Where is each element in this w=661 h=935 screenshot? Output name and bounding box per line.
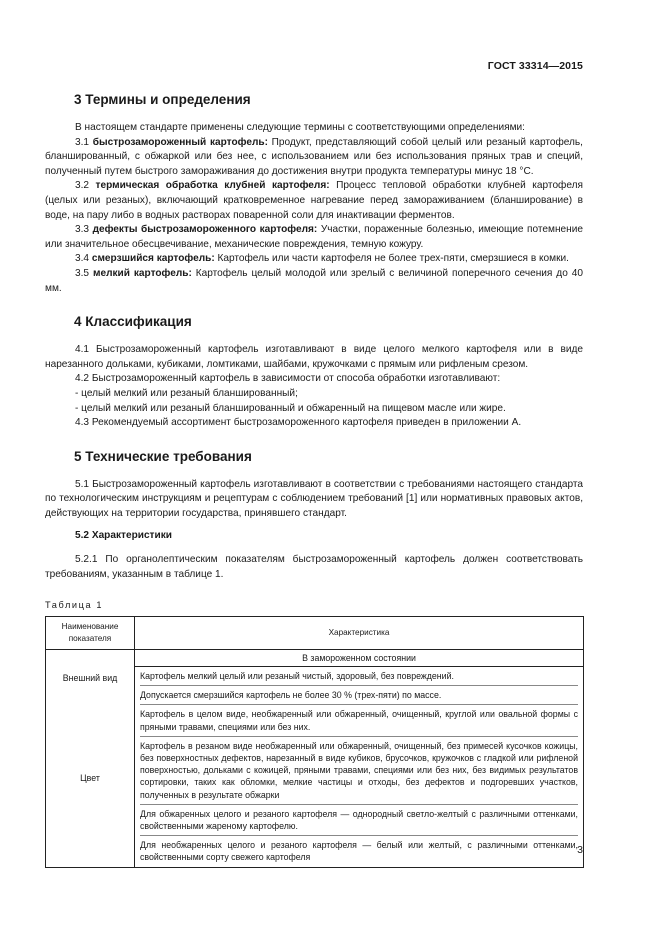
term-3-2: 3.2 термическая обработка клубней картофеля: Процесс тепловой обработки клубней картофеля (целых или резаных), включающий кратковременное нагревание перед замораживанием (бланширование) в воде, на пару либо в водных растворах поваренной соли для инактивации ферментов. bbox=[45, 180, 583, 221]
term-3-1: 3.1 быстрозамороженный картофель: Продукт, представляющий собой целый или резаный картофель, бланшированный, с обжаркой или без нее, с использованием или без использования пряных трав и специй, полученный путем быстрого замораживания до достижения внутри продукта температуры минус 18 °C. bbox=[45, 136, 583, 177]
para-5-1: 5.1 Быстрозамороженный картофель изготавливают в соответствии с требованиями настоящего стандарта по технологическим инструкциям и рецептурам с соблюдением требований [1] или нормативных правовых актов, действующих на территории государства, принявшего стандарт. bbox=[45, 478, 583, 519]
section-5-title: 5 Технические требования bbox=[74, 448, 252, 464]
bullet-1: - целый мелкий или резаный бланшированный; bbox=[75, 387, 298, 399]
para-4-1: 4.1 Быстрозамороженный картофель изготавливают в виде целого мелкого картофеля или в виде нарезанного дольками, кубиками, ломтиками, шайбами, кружочками с прямым или рифленым срезом. bbox=[45, 344, 583, 370]
para-4-2: 4.2 Быстрозамороженный картофель в зависимости от способа обработки изготавливают: bbox=[75, 373, 501, 385]
table-caption: Таблица 1 bbox=[45, 600, 104, 611]
page-content bbox=[45, 92, 583, 868]
para-4-3: 4.3 Рекомендуемый ассортимент быстрозамороженного картофеля приведен в приложении А. bbox=[75, 417, 522, 429]
col-header-characteristic: Характеристика bbox=[135, 616, 584, 649]
table-1 bbox=[45, 616, 584, 868]
col-header-indicator: Наименование показателя bbox=[46, 616, 135, 649]
section-3-intro: В настоящем стандарте применены следующие термины с соответствующими определениями: bbox=[75, 122, 525, 133]
appearance-line: Допускается смерзшийся картофель не более 30 % (трех-пяти) по массе. bbox=[140, 686, 578, 705]
section-4-title: 4 Классификация bbox=[74, 314, 192, 330]
appearance-line: Картофель в резаном виде необжаренный или обжаренный, очищенный, без примесей кусочков кожицы, без поверхностных дефектов, нарезанный в виде кубиков, брусочков, кружочков с гладкой или рифленой поверхностью, дольками с кожицей, пряными травами, специями или без них, без видимых результатов сортировки, таких как обломки, мелкие частицы и отходы, без дефектов и подгоревших участков, полученных в результате обжарки bbox=[140, 737, 578, 805]
page-number: 3 bbox=[577, 844, 583, 856]
appearance-line: Картофель в целом виде, необжаренный или обжаренный, очищенный, круглой или овальной формы с пряными травами, специями или без них. bbox=[140, 705, 578, 736]
subsection-5-2-title: 5.2 Характеристики bbox=[75, 530, 172, 542]
group-frozen-state: В замороженном состоянии bbox=[135, 649, 584, 666]
table-header-row bbox=[46, 616, 584, 649]
term-3-4: 3.4 смерзшийся картофель: Картофель или части картофеля не более трех-пяти, смерзшиеся в комки. bbox=[75, 253, 569, 265]
term-3-5: 3.5 мелкий картофель: Картофель целый молодой или зрелый с величиной поперечного сечения до 40 мм. bbox=[45, 267, 583, 294]
color-line: Для обжаренных целого и резаного картофеля — однородный светло-желтый с различными оттенками, свойственными жареному картофелю. bbox=[140, 805, 578, 836]
standard-number: ГОСТ 33314—2015 bbox=[487, 60, 583, 72]
row-name-appearance: Внешний вид Цвет bbox=[46, 649, 135, 867]
section-3-title: 3 Термины и определения bbox=[74, 92, 251, 107]
term-3-3: 3.3 дефекты быстрозамороженного картофеля: Участки, пораженные болезнью, имеющие потемнение или значительное обесцвечивание, механические повреждения, темную кожуру. bbox=[45, 224, 583, 250]
appearance-line: Картофель мелкий целый или резаный чистый, здоровый, без повреждений. bbox=[140, 667, 578, 686]
characteristics-cell bbox=[135, 667, 584, 868]
table-row-group bbox=[46, 649, 584, 666]
color-line: Для необжаренных целого и резаного картофеля — белый или желтый, с различными оттенками, свойственными сорту свежего картофеля bbox=[140, 840, 578, 863]
para-5-2-1: 5.2.1 По органолептическим показателям быстрозамороженный картофель должен соответствовать требованиям, указанным в таблице 1. bbox=[45, 554, 583, 580]
bullet-2: - целый мелкий или резаный бланшированный и обжаренный на пищевом масле или жире. bbox=[75, 402, 506, 414]
row-name-color: Цвет bbox=[80, 773, 100, 784]
